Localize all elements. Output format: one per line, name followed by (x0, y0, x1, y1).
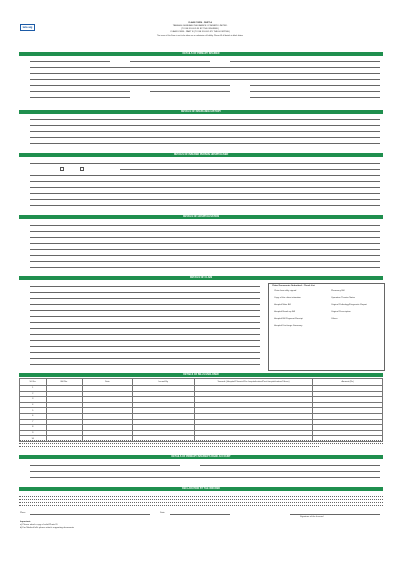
pin-code-field[interactable] (30, 91, 130, 92)
name-field[interactable] (30, 67, 380, 68)
checklist-item: Others (331, 318, 338, 320)
pan-field[interactable] (30, 465, 180, 466)
declaration-text-placeholder (19, 502, 383, 503)
others-expenses-field[interactable] (30, 316, 260, 317)
email-field[interactable] (250, 91, 380, 92)
injury-cause-field[interactable] (30, 261, 380, 262)
post-hospitalisation-expenses-field[interactable] (30, 298, 260, 299)
currency-field[interactable] (30, 97, 130, 98)
occupation-field[interactable] (30, 181, 380, 182)
critical-illness-field[interactable] (30, 364, 260, 365)
bills-header-towards: Towards (Hospital/Chemist/Pre-hospitalisation/Post-hospitalisation/Others) (194, 379, 313, 386)
section-header-declaration: DECLARATION BY THE INSURED (19, 487, 383, 491)
section-header-insured-person: DETAILS OF INSURED PERSON HOSPITALISED (19, 153, 383, 157)
bills-row-number: 3 (20, 397, 47, 403)
address-field-2[interactable] (30, 79, 380, 80)
bills-row-number: 9 (20, 430, 47, 436)
bills-row-number: 7 (20, 419, 47, 425)
patient-address-field[interactable] (30, 187, 380, 188)
discharge-date-field[interactable] (30, 255, 380, 256)
hospitalisation-due-to-field[interactable] (30, 237, 380, 238)
admission-date-field[interactable] (30, 249, 380, 250)
checklist-item: Hospital Main Bill (274, 304, 291, 306)
policy-no-field[interactable] (30, 61, 110, 62)
form-subtitle: (TO BE FILLED IN BY THE INSURED) (181, 28, 219, 30)
patient-name-field[interactable] (30, 163, 380, 164)
gender-male-checkbox[interactable] (60, 167, 64, 171)
note-medical-bills: b) For Medical bills please attach supporting documents (20, 527, 75, 529)
company-name: TATA AIG GENERAL INSURANCE COMPANY LIMITED (172, 25, 228, 27)
checklist-item: Claim form duly signed (274, 290, 297, 292)
hospitalisation-history-field[interactable] (30, 137, 380, 138)
bills-row-number: 5 (20, 408, 47, 414)
sl-no-field[interactable] (130, 61, 210, 62)
pre-hosp-period-field[interactable] (30, 328, 260, 329)
form-title: CLAIM FORM - PART A (188, 22, 212, 24)
previous-claim-field[interactable] (30, 143, 380, 144)
company-logo: tata aig (20, 24, 35, 31)
address-field[interactable] (30, 73, 380, 74)
section-header-bank-account: DETAILS OF PRIMARY INSURED'S BANK ACCOUNT (19, 455, 383, 459)
patient-phone-field[interactable] (30, 205, 380, 206)
commencement-date-field[interactable] (30, 131, 380, 132)
bills-header-amount: Amount (Rs) (313, 379, 383, 386)
checklist-item: Pharmacy Bill (331, 290, 345, 292)
age-dob-field[interactable] (120, 169, 380, 170)
patient-address-field-2[interactable] (30, 193, 380, 194)
declaration-text-placeholder (19, 496, 383, 497)
bills-header-sl-no: Sl. No. (20, 379, 47, 386)
state-field[interactable] (250, 85, 380, 86)
gender-female-checkbox[interactable] (80, 167, 84, 171)
surgical-cash-field[interactable] (30, 358, 260, 359)
place-label: Place (20, 512, 26, 514)
section-header-bills: DETAILS OF BILLS ENCLOSED (19, 373, 383, 377)
section-header-insurance-history: DETAILS OF INSURANCE HISTORY (19, 110, 383, 114)
section-header-hospitalisation: DETAILS OF HOSPITALISATION (19, 215, 383, 219)
bills-table (19, 378, 383, 442)
preferred-time-field[interactable] (250, 97, 380, 98)
system-of-medicine-field[interactable] (30, 267, 380, 268)
signature-field[interactable] (290, 514, 380, 515)
note-photo-id: a) Please attach copy of valid Photo ID (20, 524, 58, 526)
bills-row-number: 4 (20, 402, 47, 408)
checklist-item: Original Prescription (331, 311, 351, 313)
form-instruction: The issue of this Form is not to be taken as an admission of liability. Please fill all details in block letters (156, 35, 244, 37)
claim-documents-checklist (268, 283, 385, 371)
company-tpa-id-field[interactable] (230, 61, 380, 62)
bills-header-date: Date (82, 379, 132, 386)
relationship-field[interactable] (30, 175, 380, 176)
policy-no-history-field[interactable] (30, 125, 380, 126)
declaration-text-placeholder (19, 499, 383, 500)
bills-header-issued-by: Issued By (132, 379, 194, 386)
patient-city-field[interactable] (30, 199, 380, 200)
consent-text-placeholder (19, 443, 383, 444)
room-category-field[interactable] (30, 231, 380, 232)
place-field[interactable] (30, 514, 150, 515)
signature-label: Signature of the Insured (300, 516, 324, 518)
total-field[interactable] (30, 322, 260, 323)
hospital-name-field[interactable] (30, 225, 380, 226)
post-hosp-period-field[interactable] (30, 334, 260, 335)
checklist-item: Copy of the claim intimation (274, 297, 301, 299)
bank-name-field[interactable] (30, 471, 380, 472)
bills-row-number: 8 (20, 425, 47, 431)
bills-row-number: 6 (20, 413, 47, 419)
hospitalisation-expenses-field[interactable] (30, 292, 260, 293)
consent-text-placeholder (19, 440, 383, 441)
date-field[interactable] (170, 514, 230, 515)
section-header-primary-insured: DETAILS OF PRIMARY INSURED (19, 52, 383, 56)
section-header-claim: DETAILS OF CLAIM (19, 276, 383, 280)
bills-row-number: 1 (20, 386, 47, 392)
date-label: Date (160, 512, 165, 514)
checklist-item: Operation Theatre Notes (331, 297, 356, 299)
pre-hospitalisation-expenses-field[interactable] (30, 286, 260, 287)
checklist-item: Original Pathology/Diagnostic Report (331, 304, 367, 306)
current-cover-field[interactable] (30, 119, 380, 120)
ambulance-charges-field[interactable] (30, 310, 260, 311)
form-subtitle-2: CLAIM FORM - PART B (TO BE FILLED BY THE HOSPITAL) (170, 31, 230, 33)
bills-row-number: 10 (20, 436, 47, 442)
checklist-item: Hospital Discharge Summary (274, 325, 303, 327)
declaration-text-placeholder (19, 505, 383, 506)
health-checkup-field[interactable] (30, 304, 260, 305)
domiciliary-claim-field[interactable] (30, 340, 260, 341)
checklist-item: Hospital Break-up Bill (274, 311, 295, 313)
account-number-field[interactable] (200, 465, 380, 466)
hospital-daily-cash-field[interactable] (30, 352, 260, 353)
cheque-payable-field[interactable] (30, 477, 380, 478)
important-note-title: Important: (20, 521, 31, 523)
phone-field[interactable] (150, 91, 230, 92)
bills-header-bill-no: Bill No. (46, 379, 82, 386)
injury-date-field[interactable] (30, 243, 380, 244)
consent-text-placeholder (19, 446, 319, 447)
city-field[interactable] (30, 85, 230, 86)
lump-sum-benefit-field[interactable] (30, 346, 260, 347)
bills-row-number: 2 (20, 391, 47, 397)
checklist-title: Claim Documents Submitted - Check List (272, 285, 315, 287)
checklist-item: Hospital Bill Payment Receipt (274, 318, 303, 320)
